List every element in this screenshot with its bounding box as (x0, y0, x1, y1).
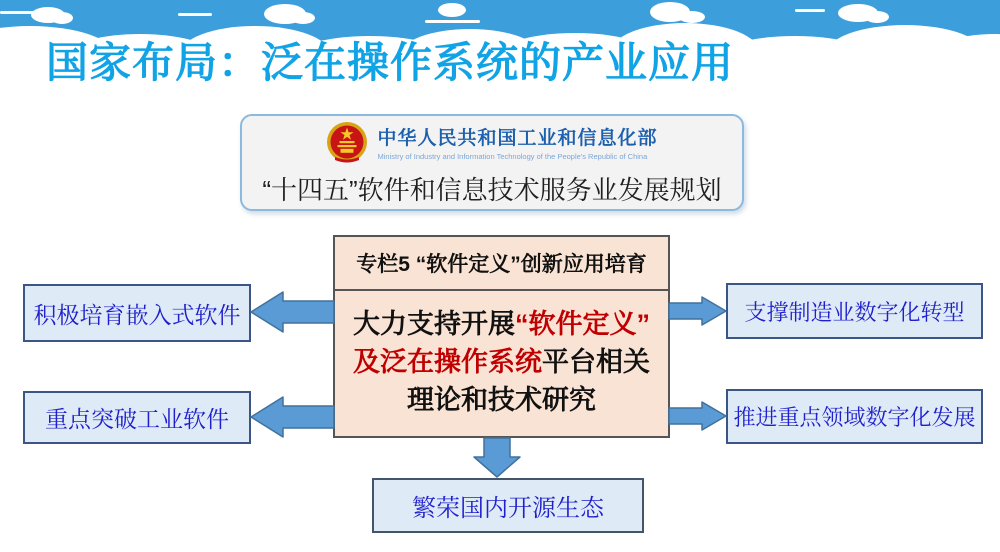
outcome-box-embedded-software: 积极培育嵌入式软件 (23, 284, 251, 342)
arrow-left-top-icon (251, 292, 334, 332)
outcome-box-manufacturing: 支撑制造业数字化转型 (726, 283, 983, 339)
outcome-box-industrial-software: 重点突破工业软件 (23, 391, 251, 444)
policy-text-black: 大力支持开展 (353, 309, 515, 339)
ministry-name: 中华人民共和国工业和信息化部 (377, 128, 658, 149)
ministry-header (326, 121, 657, 163)
page-title: 国家布局：泛在操作系统的产业应用 (46, 39, 735, 86)
arrow-right-bottom-icon (669, 402, 726, 430)
policy-text-black: 理论和技术研究 (407, 385, 596, 415)
policy-text-black: 平台相关 (542, 347, 650, 377)
arrow-down-icon (474, 438, 520, 477)
arrow-left-bottom-icon (251, 397, 334, 437)
policy-text-red: “软件定义” (515, 309, 650, 339)
china-national-emblem-icon (326, 121, 368, 163)
arrow-right-top-icon (669, 297, 726, 325)
outcome-box-open-source: 繁荣国内开源生态 (372, 478, 644, 533)
policy-box-header: 专栏5 “软件定义”创新应用培育 (335, 237, 668, 291)
outcome-box-key-domains: 推进重点领域数字化发展 (726, 389, 983, 444)
policy-line-2 (353, 343, 650, 381)
ministry-name-en: Ministry of Industry and Information Technology of the People's Republic of China (377, 152, 648, 161)
policy-text-red: 及泛在操作系统 (353, 347, 542, 377)
plan-title: “十四五”软件和信息技术服务业发展规划 (262, 175, 722, 205)
ministry-names (377, 123, 657, 161)
policy-line-3 (407, 381, 596, 419)
policy-line-1 (353, 305, 650, 343)
policy-box (333, 235, 670, 438)
policy-box-body (335, 291, 668, 419)
ministry-card (240, 114, 744, 211)
